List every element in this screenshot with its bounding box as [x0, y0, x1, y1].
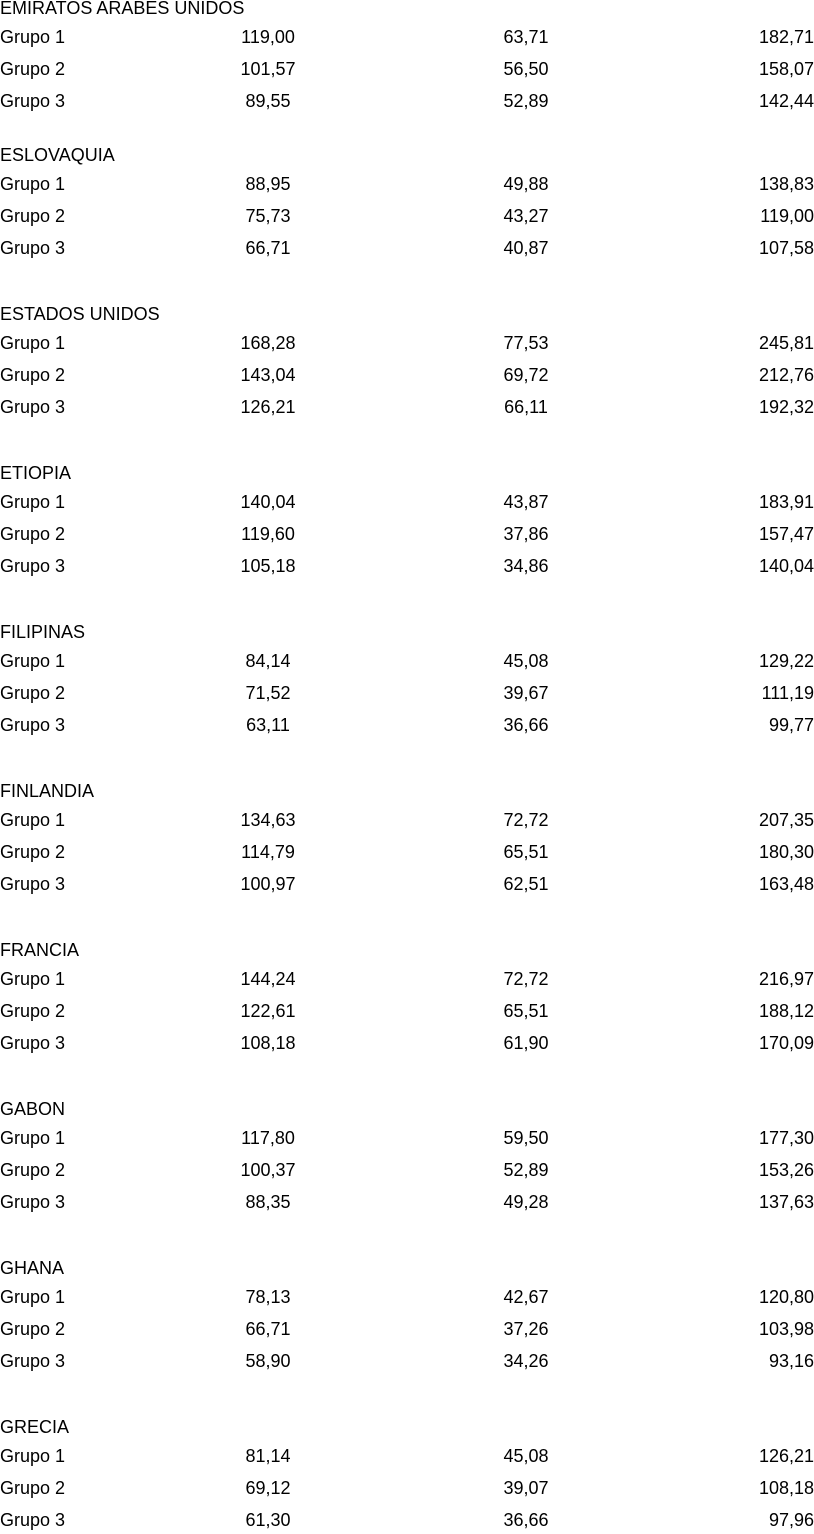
group-label: Grupo 1 [0, 1128, 66, 1148]
table-row [0, 173, 814, 195]
group-label: Grupo 1 [0, 651, 66, 671]
table-row [0, 1127, 814, 1149]
value-cell-3: 120,80 [758, 1287, 814, 1307]
value-cell-1: 105,18 [240, 556, 296, 576]
group-label: Grupo 2 [0, 842, 66, 862]
value-cell-1: 88,95 [245, 174, 291, 194]
value-cell-3: 142,44 [758, 91, 814, 111]
value-cell-3: 99,77 [768, 715, 814, 735]
value-cell-1: 71,52 [245, 683, 291, 703]
group-label: Grupo 3 [0, 238, 66, 258]
value-cell-2: 34,86 [503, 556, 549, 576]
value-cell-2: 45,08 [503, 1446, 549, 1466]
country-heading: FRANCIA [0, 940, 80, 960]
table-row [0, 491, 814, 513]
value-cell-2: 40,87 [503, 238, 549, 258]
value-cell-2: 66,11 [504, 397, 548, 417]
country-heading: EMIRATOS ARABES UNIDOS [0, 0, 245, 18]
table-row [0, 555, 814, 577]
table-row [0, 714, 814, 736]
country-heading: GHANA [0, 1258, 65, 1278]
value-cell-1: 100,97 [240, 874, 296, 894]
value-cell-2: 52,89 [503, 1160, 549, 1180]
table-row [0, 841, 814, 863]
country-heading: GRECIA [0, 1417, 70, 1437]
value-cell-3: 108,18 [758, 1478, 814, 1498]
table-row [0, 1286, 814, 1308]
table-row [0, 396, 814, 418]
value-cell-1: 117,80 [241, 1128, 295, 1148]
group-label: Grupo 3 [0, 91, 66, 111]
table-row [0, 1032, 814, 1054]
value-cell-3: 103,98 [758, 1319, 814, 1339]
group-label: Grupo 2 [0, 1319, 66, 1339]
table-row [0, 1350, 814, 1372]
value-cell-3: 158,07 [758, 59, 814, 79]
value-cell-1: 75,73 [245, 206, 291, 226]
value-cell-1: 108,18 [240, 1033, 296, 1053]
group-label: Grupo 3 [0, 1192, 66, 1212]
group-label: Grupo 1 [0, 969, 66, 989]
value-cell-2: 49,28 [503, 1192, 549, 1212]
value-cell-2: 45,08 [503, 651, 549, 671]
value-cell-3: 111,19 [761, 683, 814, 703]
value-cell-2: 52,89 [503, 91, 549, 111]
table-row [0, 205, 814, 227]
group-label: Grupo 3 [0, 1033, 66, 1053]
table-row [0, 1191, 814, 1213]
value-cell-3: 192,32 [758, 397, 814, 417]
value-cell-3: 207,35 [758, 810, 814, 830]
table-row [0, 809, 814, 831]
table-row [0, 1477, 814, 1499]
value-cell-1: 114,79 [241, 842, 295, 862]
value-cell-1: 88,35 [245, 1192, 291, 1212]
value-cell-1: 144,24 [240, 969, 296, 989]
value-cell-1: 126,21 [240, 397, 296, 417]
value-cell-2: 42,67 [503, 1287, 549, 1307]
group-label: Grupo 3 [0, 874, 66, 894]
value-cell-1: 119,00 [241, 27, 295, 47]
value-cell-3: 177,30 [758, 1128, 814, 1148]
value-cell-3: 93,16 [768, 1351, 814, 1371]
value-cell-1: 63,11 [246, 715, 290, 735]
table-row [0, 873, 814, 895]
value-cell-3: 170,09 [758, 1033, 814, 1053]
value-cell-1: 78,13 [245, 1287, 291, 1307]
table-row [0, 968, 814, 990]
value-cell-3: 157,47 [758, 524, 814, 544]
group-label: Grupo 3 [0, 1510, 66, 1530]
value-cell-2: 39,07 [503, 1478, 549, 1498]
value-cell-2: 62,51 [503, 874, 549, 894]
value-cell-2: 37,86 [503, 524, 549, 544]
value-cell-2: 39,67 [503, 683, 549, 703]
value-cell-3: 153,26 [758, 1160, 814, 1180]
value-cell-1: 66,71 [245, 238, 291, 258]
group-label: Grupo 2 [0, 683, 66, 703]
value-cell-3: 126,21 [758, 1446, 814, 1466]
table-row [0, 650, 814, 672]
value-cell-3: 212,76 [758, 365, 814, 385]
group-label: Grupo 2 [0, 59, 66, 79]
value-cell-3: 97,96 [768, 1510, 814, 1530]
group-label: Grupo 2 [0, 206, 66, 226]
group-label: Grupo 3 [0, 397, 66, 417]
group-label: Grupo 1 [0, 27, 66, 47]
value-cell-2: 36,66 [503, 715, 549, 735]
group-label: Grupo 3 [0, 556, 66, 576]
group-label: Grupo 1 [0, 810, 66, 830]
group-label: Grupo 1 [0, 174, 66, 194]
country-heading: ESTADOS UNIDOS [0, 304, 160, 324]
value-cell-1: 84,14 [245, 651, 291, 671]
table-row [0, 1445, 814, 1467]
value-cell-1: 81,14 [245, 1446, 291, 1466]
table-row [0, 1318, 814, 1340]
table-row [0, 682, 814, 704]
table-row [0, 237, 814, 259]
group-label: Grupo 3 [0, 715, 66, 735]
value-cell-2: 63,71 [503, 27, 549, 47]
value-cell-2: 43,87 [503, 492, 549, 512]
group-label: Grupo 3 [0, 1351, 66, 1371]
table-row [0, 364, 814, 386]
value-cell-2: 65,51 [503, 842, 549, 862]
value-cell-1: 66,71 [245, 1319, 291, 1339]
group-label: Grupo 1 [0, 333, 66, 353]
value-cell-3: 188,12 [758, 1001, 814, 1021]
value-cell-3: 107,58 [758, 238, 814, 258]
country-heading: FILIPINAS [0, 622, 86, 642]
value-cell-2: 61,90 [503, 1033, 549, 1053]
value-cell-1: 101,57 [240, 59, 296, 79]
value-cell-3: 129,22 [758, 651, 814, 671]
table-row [0, 58, 814, 80]
country-heading: ETIOPIA [0, 463, 72, 483]
value-cell-2: 69,72 [503, 365, 549, 385]
value-cell-1: 100,37 [240, 1160, 296, 1180]
value-cell-2: 72,72 [503, 969, 549, 989]
group-label: Grupo 1 [0, 492, 66, 512]
value-cell-2: 72,72 [503, 810, 549, 830]
value-cell-3: 119,00 [760, 206, 814, 226]
group-label: Grupo 2 [0, 524, 66, 544]
value-cell-1: 58,90 [245, 1351, 291, 1371]
value-cell-1: 122,61 [240, 1001, 296, 1021]
group-label: Grupo 2 [0, 365, 66, 385]
value-cell-3: 140,04 [758, 556, 814, 576]
value-cell-2: 65,51 [503, 1001, 549, 1021]
value-cell-1: 143,04 [240, 365, 296, 385]
value-cell-1: 119,60 [241, 524, 295, 544]
value-cell-2: 34,26 [503, 1351, 549, 1371]
value-cell-1: 168,28 [240, 333, 296, 353]
country-heading: ESLOVAQUIA [0, 145, 115, 165]
value-cell-1: 69,12 [245, 1478, 291, 1498]
country-heading: GABON [0, 1099, 66, 1119]
table-row [0, 1000, 814, 1022]
value-cell-2: 77,53 [503, 333, 549, 353]
group-label: Grupo 2 [0, 1001, 66, 1021]
value-cell-3: 183,91 [758, 492, 814, 512]
value-cell-3: 163,48 [758, 874, 814, 894]
value-cell-3: 216,97 [758, 969, 814, 989]
value-cell-3: 137,63 [758, 1192, 814, 1212]
table-row [0, 1509, 814, 1531]
country-heading: FINLANDIA [0, 781, 95, 801]
value-cell-2: 49,88 [503, 174, 549, 194]
group-label: Grupo 2 [0, 1160, 66, 1180]
value-cell-1: 89,55 [245, 91, 291, 111]
value-cell-3: 245,81 [758, 333, 814, 353]
value-cell-1: 134,63 [240, 810, 296, 830]
value-cell-3: 138,83 [758, 174, 814, 194]
value-cell-2: 59,50 [503, 1128, 549, 1148]
table-row [0, 523, 814, 545]
value-cell-2: 56,50 [503, 59, 549, 79]
group-label: Grupo 1 [0, 1446, 66, 1466]
group-label: Grupo 1 [0, 1287, 66, 1307]
value-cell-3: 182,71 [758, 27, 814, 47]
table-row [0, 90, 814, 112]
table-row [0, 332, 814, 354]
value-cell-2: 37,26 [503, 1319, 549, 1339]
value-cell-1: 61,30 [245, 1510, 291, 1530]
value-cell-1: 140,04 [240, 492, 296, 512]
value-cell-3: 180,30 [758, 842, 814, 862]
table-row [0, 1159, 814, 1181]
group-label: Grupo 2 [0, 1478, 66, 1498]
value-cell-2: 43,27 [503, 206, 549, 226]
value-cell-2: 36,66 [503, 1510, 549, 1530]
table-row [0, 26, 814, 48]
